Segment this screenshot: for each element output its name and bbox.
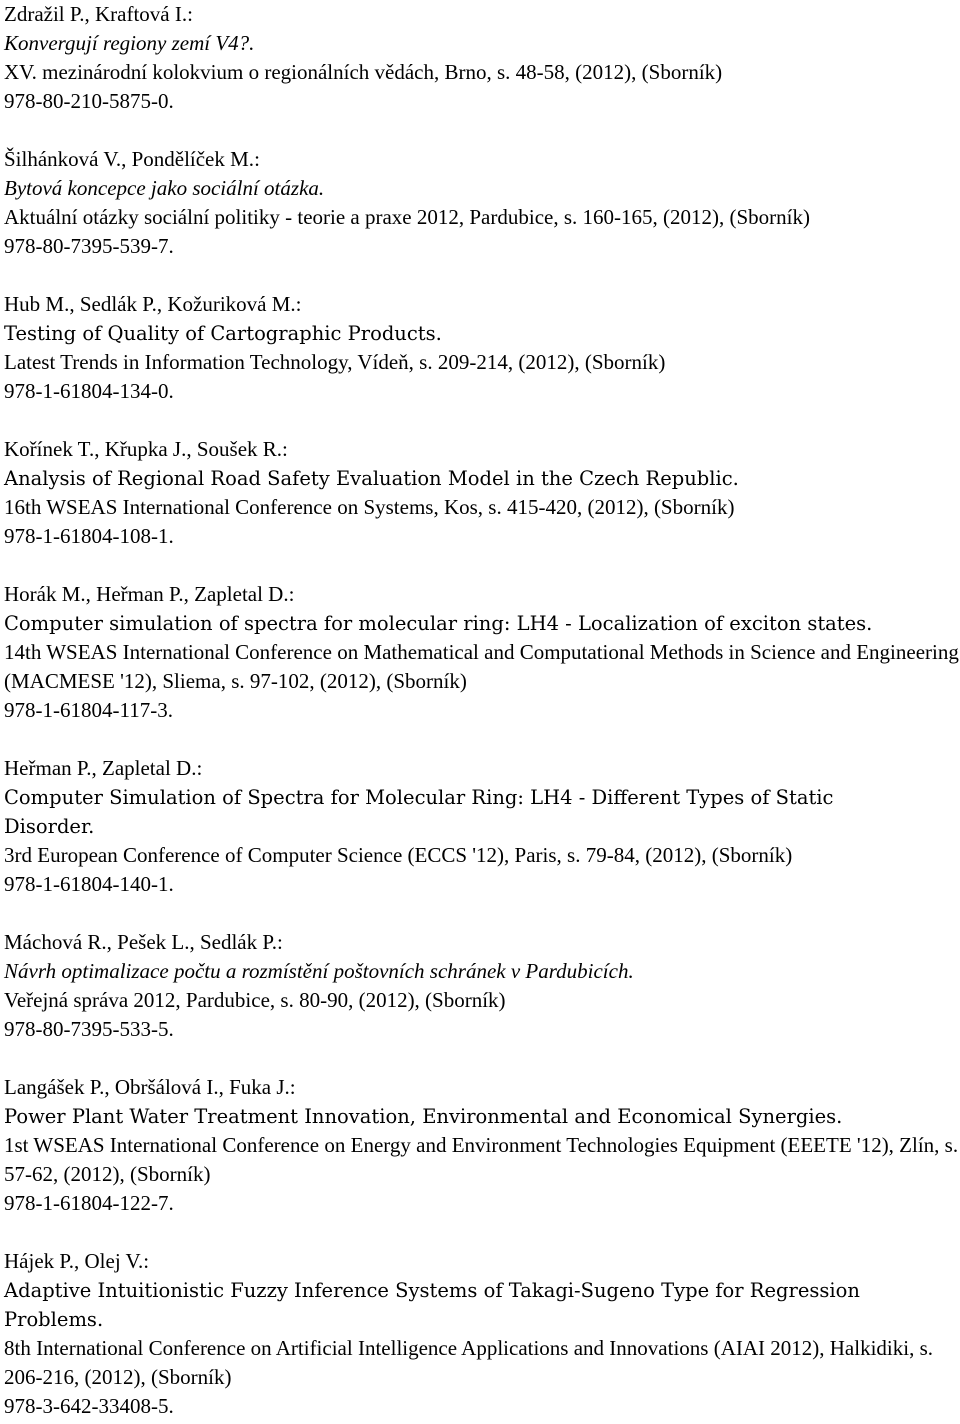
venue: 8th International Conference on Artificial Intelligence Applications and Innovations (AIAI 2012), Halkidiki, s. 206-216, (2012), (Sborník) <box>4 1336 934 1389</box>
title: Computer simulation of spectra for molecular ring: LH4 - Localization of exciton states. <box>4 612 873 635</box>
venue: 3rd European Conference of Computer Science (ECCS '12), Paris, s. 79-84, (2012), (Sborník) <box>4 843 793 867</box>
venue: Veřejná správa 2012, Pardubice, s. 80-90, (2012), (Sborník) <box>4 988 506 1012</box>
authors: Hájek P., Olej V. <box>4 1249 144 1273</box>
publication-entry: Kořínek T., Křupka J., Soušek R.: Analysis of Regional Road Safety Evaluation Model in the Czech Republic. 16th WSEAS International Conference on Systems, Kos, s. 415-420, (2012), (Sborník) 978-1-61804-108-1. <box>4 435 960 551</box>
title: Testing of Quality of Cartographic Products. <box>4 322 442 345</box>
authors: Šilhánková V., Pondělíček M. <box>4 147 255 171</box>
isbn: 978-3-642-33408-5. <box>4 1394 174 1418</box>
isbn: 978-80-7395-539-7. <box>4 234 174 258</box>
publication-entry: Hub M., Sedlák P., Kožuriková M.: Testing of Quality of Cartographic Products. Latest Trends in Information Technology, Vídeň, s. 209-214, (2012), (Sborník) 978-1-61804-134-0. <box>4 290 960 406</box>
isbn: 978-1-61804-134-0. <box>4 379 174 403</box>
isbn: 978-80-210-5875-0. <box>4 89 174 113</box>
authors: Horák M., Heřman P., Zapletal D. <box>4 582 289 606</box>
isbn: 978-1-61804-122-7. <box>4 1191 174 1215</box>
authors: Heřman P., Zapletal D. <box>4 756 197 780</box>
publication-entry: Heřman P., Zapletal D.: Computer Simulation of Spectra for Molecular Ring: LH4 - Different Types of Static Disorder. 3rd European Conference of Computer Science (ECCS '12), Paris, s. 79-84, (2012), (Sborník) 978-1-61804-140-1. <box>4 754 960 899</box>
venue: Aktuální otázky sociální politiky - teorie a praxe 2012, Pardubice, s. 160-165, (2012), (Sborník) <box>4 205 810 229</box>
publication-entry: Zdražil P., Kraftová I.: Konvergují regiony zemí V4?. XV. mezinárodní kolokvium o regionálních vědách, Brno, s. 48-58, (2012), (Sborník) 978-80-210-5875-0. <box>4 0 960 116</box>
venue: XV. mezinárodní kolokvium o regionálních vědách, Brno, s. 48-58, (2012), (Sborník) <box>4 60 723 84</box>
title: Bytová koncepce jako sociální otázka. <box>4 176 325 200</box>
isbn: 978-1-61804-117-3. <box>4 698 173 722</box>
authors: Kořínek T., Křupka J., Soušek R. <box>4 437 283 461</box>
title: Power Plant Water Treatment Innovation, Environmental and Economical Synergies. <box>4 1105 843 1128</box>
venue: Latest Trends in Information Technology, Vídeň, s. 209-214, (2012), (Sborník) <box>4 350 666 374</box>
authors: Langášek P., Obršálová I., Fuka J. <box>4 1075 290 1099</box>
title: Analysis of Regional Road Safety Evaluation Model in the Czech Republic. <box>4 467 739 490</box>
authors: Hub M., Sedlák P., Kožuriková M. <box>4 292 296 316</box>
venue: 16th WSEAS International Conference on Systems, Kos, s. 415-420, (2012), (Sborník) <box>4 495 735 519</box>
authors: Zdražil P., Kraftová I. <box>4 2 188 26</box>
authors: Máchová R., Pešek L., Sedlák P. <box>4 930 277 954</box>
venue: 14th WSEAS International Conference on Mathematical and Computational Methods in Science and Engineering (MACMESE '12), Sliema, s. 97-102, (2012), (Sborník) <box>4 640 959 693</box>
publication-entry: Horák M., Heřman P., Zapletal D.: Computer simulation of spectra for molecular ring: LH4 - Localization of exciton states. 14th WSEAS International Conference on Mathematical and Computational Methods in Science and Engineering (MACMESE '12), Sliema, s. 97-102, (2012), (Sborník) 978-1-61804-117-3. <box>4 580 960 725</box>
title: Konvergují regiony zemí V4?. <box>4 31 255 55</box>
publication-entry: Šilhánková V., Pondělíček M.: Bytová koncepce jako sociální otázka. Aktuální otázky sociální politiky - teorie a praxe 2012, Pardubice, s. 160-165, (2012), (Sborník) 978-80-7395-539-7. <box>4 145 960 261</box>
title: Computer Simulation of Spectra for Molecular Ring: LH4 - Different Types of Static Disorder. <box>4 786 834 838</box>
publication-entry: Langášek P., Obršálová I., Fuka J.: Power Plant Water Treatment Innovation, Environmental and Economical Synergies. 1st WSEAS International Conference on Energy and Environment Technologies Equipment (EEETE '12), Zlín, s. 57-62, (2012), (Sborník) 978-1-61804-122-7. <box>4 1073 960 1218</box>
title: Adaptive Intuitionistic Fuzzy Inference Systems of Takagi-Sugeno Type for Regression Problems. <box>4 1279 860 1331</box>
isbn: 978-80-7395-533-5. <box>4 1017 174 1041</box>
isbn: 978-1-61804-140-1. <box>4 872 174 896</box>
title: Návrh optimalizace počtu a rozmístění poštovních schránek v Pardubicích. <box>4 959 634 983</box>
publication-list <box>4 0 960 1421</box>
venue: 1st WSEAS International Conference on Energy and Environment Technologies Equipment (EEETE '12), Zlín, s. 57-62, (2012), (Sborník) <box>4 1133 959 1186</box>
publication-entry: Máchová R., Pešek L., Sedlák P.: Návrh optimalizace počtu a rozmístění poštovních schránek v Pardubicích. Veřejná správa 2012, Pardubice, s. 80-90, (2012), (Sborník) 978-80-7395-533-5. <box>4 928 960 1044</box>
isbn: 978-1-61804-108-1. <box>4 524 174 548</box>
publication-entry: Hájek P., Olej V.: Adaptive Intuitionistic Fuzzy Inference Systems of Takagi-Sugeno Type for Regression Problems. 8th International Conference on Artificial Intelligence Applications and Innovations (AIAI 2012), Halkidiki, s. 206-216, (2012), (Sborník) 978-3-642-33408-5. <box>4 1247 960 1421</box>
